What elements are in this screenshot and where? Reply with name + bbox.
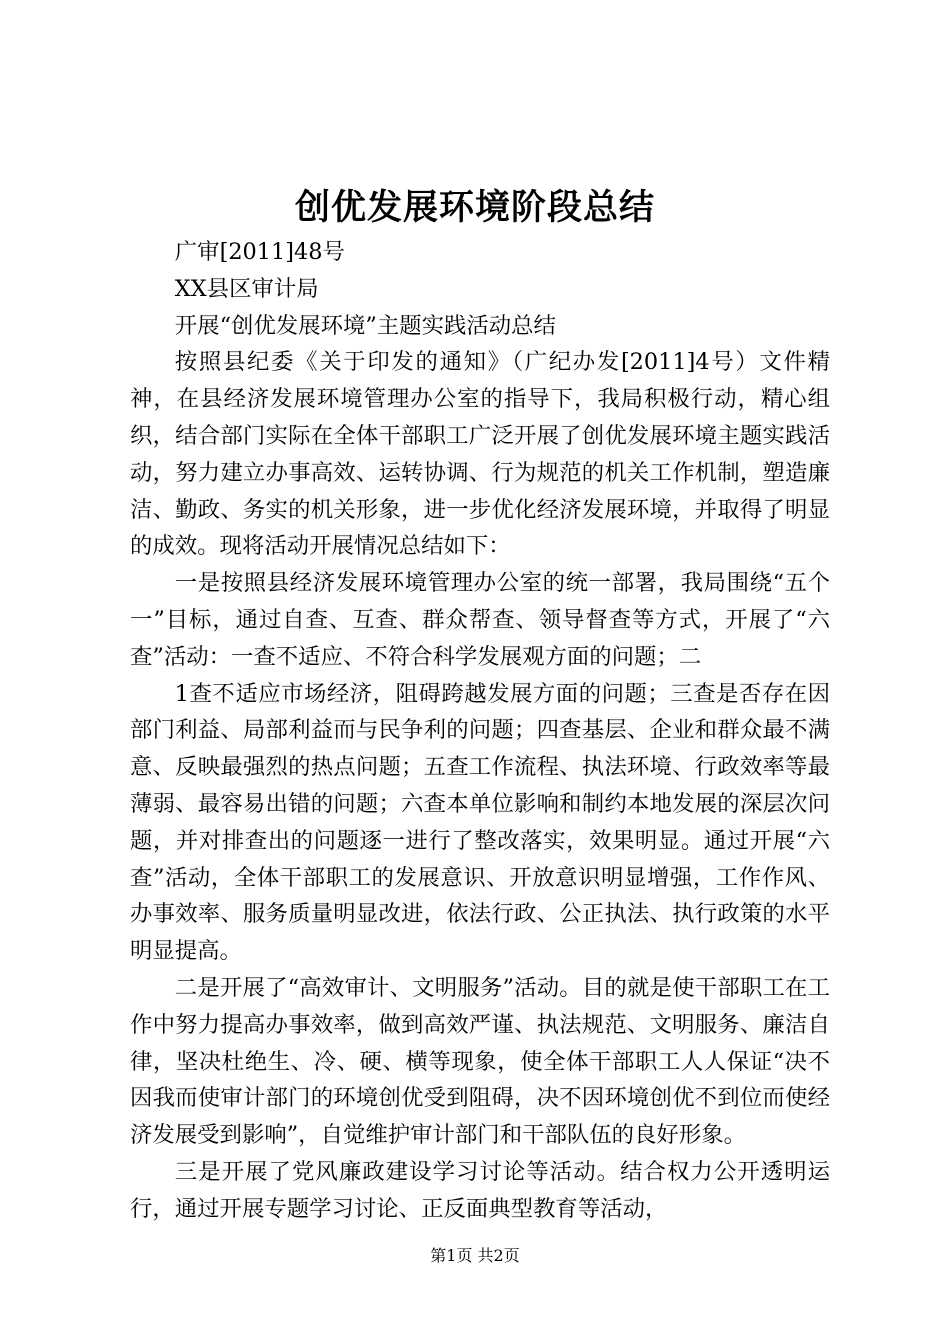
paragraph-first-continued: 1查不适应市场经济，阻碍跨越发展方面的问题；三查是否存在因部门利益、局部利益而与民争利的问题；四查基层、企业和群众最不满意、反映最强烈的热点问题；五查工作流程、执法环境、行政效率等最薄弱、最容易出错的问题；六查本单位影响和制约本地发展的深层次问题，并对排查出的问题逐一进行了整改落实，效果明显。通过开展“六查”活动，全体干部职工的发展意识、开放意识明显增强，工作作风、办事效率、服务质量明显改进，依法行政、公正执法、执行政策的水平明显提高。 — [130, 680, 830, 965]
document-body — [130, 234, 830, 1228]
document-title: 创优发展环境阶段总结 — [294, 187, 655, 228]
issuer: XX县区审计局 — [174, 275, 319, 302]
doc-number: 广审[2011]48号 — [174, 239, 345, 265]
paragraph-third: 三是开展了党风廉政建设学习讨论等活动。结合权力公开透明运行，通过开展专题学习讨论、正反面典型教育等活动， — [130, 1158, 830, 1222]
document-subtitle: 开展“创优发展环境”主题实践活动总结 — [174, 312, 556, 339]
paragraph-intro: 按照县纪委《关于印发的通知》（广纪办发[2011]4号）文件精神，在县经济发展环境管理办公室的指导下，我局积极行动，精心组织，结合部门实际在全体干部职工广泛开展了创优发展环境主题实践活动，努力建立办事高效、运转协调、行为规范的机关工作机制，塑造廉洁、勤政、务实的机关形象，进一步优化经济发展环境，并取得了明显的成效。现将活动开展情况总结如下： — [130, 349, 830, 560]
page-number: 第1页 共2页 — [430, 1246, 520, 1265]
paragraph-first: 一是按照县经济发展环境管理办公室的统一部署，我局围绕“五个一”目标，通过自查、互查、群众帮查、领导督查等方式，开展了“六查”活动：一查不适应、不符合科学发展观方面的问题；二 — [130, 570, 830, 670]
paragraph-second: 二是开展了“高效审计、文明服务”活动。目的就是使干部职工在工作中努力提高办事效率，做到高效严谨、执法规范、文明服务、廉洁自律，坚决杜绝生、冷、硬、横等现象，使全体干部职工人人保证“决不因我而使审计部门的环境创优受到阻碍，决不因环境创优不到位而使经济发展受到影响”，自觉维护审计部门和干部队伍的良好形象。 — [130, 974, 830, 1149]
